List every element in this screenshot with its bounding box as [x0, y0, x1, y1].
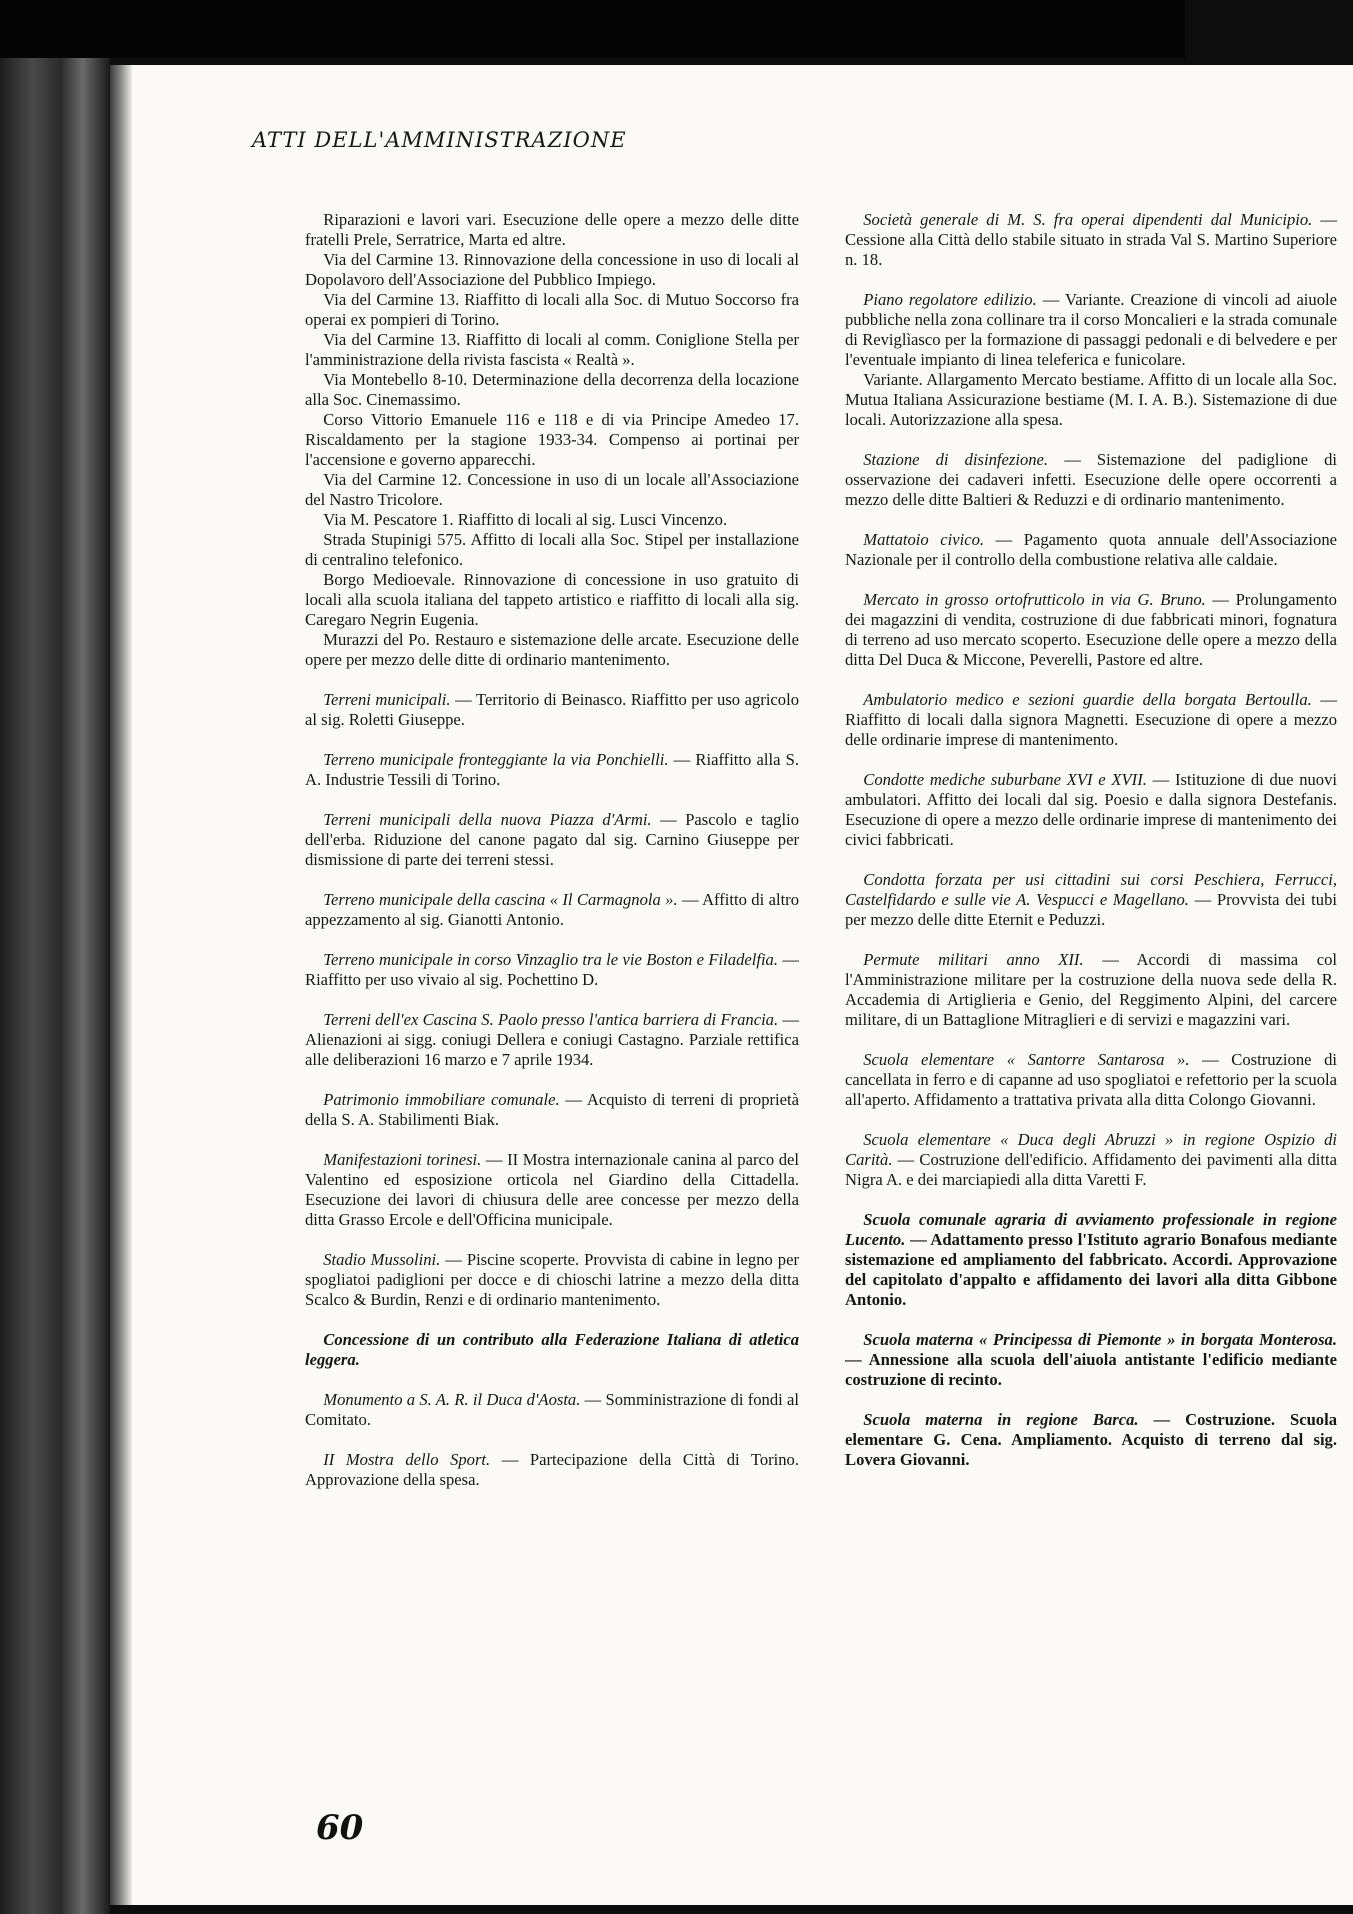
entry-body: — Istituzione di due nuovi ambulatori. Affitto dei locali dal sig. Poesio e dalla signora Destefanis. Esecuzione di opere a mezzo delle ordinarie imprese di mantenimento dei civici fabbricati. [845, 770, 1337, 849]
right-column [845, 210, 1337, 1490]
entry-heading: Scuola elementare « Santorre Santarosa ». [863, 1050, 1190, 1069]
paragraph: Borgo Medioevale. Rinnovazione di concessione in uso gratuito di locali alla scuola italiana del tappeto artistico e riaffitto di locali alla sig. Caregaro Negrin Eugenia. [305, 570, 799, 629]
entry [845, 1410, 1337, 1470]
entry [845, 450, 1337, 510]
entry [305, 690, 799, 730]
entry-body: — Adattamento presso l'Istituto agrario Bonafous mediante sistemazione ed ampliamento del fabbricato. Accordi. Approvazione del capitolato d'appalto e affidamento dei lavori alla ditta Gibbone Antonio. [845, 1230, 1337, 1309]
paragraph: Via del Carmine 12. Concessione in uso di un locale all'Associazione del Nastro Tricolore. [305, 470, 799, 509]
entry [845, 870, 1337, 930]
entry-heading: Permute militari anno XII. [863, 950, 1084, 969]
entry [845, 290, 1337, 370]
entry-body: — Piscine scoperte. Provvista di cabine in legno per spogliatoi padiglioni per docce e di chioschi latrine a mezzo della ditta Scalco & Burdin, Renzi e di ordinario mantenimento. [305, 1250, 799, 1309]
entry-heading: Piano regolatore edilizio. [863, 290, 1037, 309]
entry-body: — II Mostra internazionale canina al parco del Valentino ed esposizione orticola nel Giardino della Cittadella. Esecuzione dei lavori di chiusura delle aree concesse per mezzo della ditta Grasso Ercole e dell'Officina municipale. [305, 1150, 799, 1229]
entry-body: — Cessione alla Città dello stabile situato in strada Val S. Martino Superiore n. 18. [845, 210, 1337, 269]
entry-body: — Provvista dei tubi per mezzo delle ditte Eternit e Peduzzi. [845, 890, 1337, 929]
entry-heading: Stazione di disinfezione. [863, 450, 1049, 469]
entry-body: — Prolungamento dei magazzini di vendita, costruzione di due fabbricati minori, fognatura di terreno ad uso mercato scoperto. Esecuzione delle opere a mezzo della ditta Del Duca & Miccone, Peverelli, Pastore ed altre. [845, 590, 1337, 669]
entry-body: — Partecipazione della Città di Torino. Approvazione della spesa. [305, 1450, 800, 1489]
paragraph: Murazzi del Po. Restauro e sistemazione delle arcate. Esecuzione delle opere per mezzo delle ditte di ordinario mantenimento. [305, 630, 799, 669]
entry-heading: Scuola comunale agraria di avviamento professionale in regione Lucento. [845, 1210, 1337, 1249]
entry-body: — Affitto di altro appezzamento al sig. Gianotti Antonio. [305, 890, 800, 929]
entry-heading: Stadio Mussolini. [323, 1250, 441, 1269]
scan-left-edge [0, 0, 110, 1914]
running-head: ATTI DELL'AMMINISTRAZIONE [252, 128, 627, 152]
entry-heading: Condotta forzata per usi cittadini sui corsi Peschiera, Ferrucci, Castelfidardo e sulle vie A. Vespucci e Magellano. [845, 870, 1337, 909]
entry-heading: Mattatoio civico. [863, 530, 985, 549]
entry-body: — Pascolo e taglio dell'erba. Riduzione del canone pagato dal sig. Carnino Giuseppe per dismissione di parte dei terreni stessi. [305, 810, 800, 869]
entry [845, 1330, 1337, 1390]
entry-body: — Pagamento quota annuale dell'Associazione Nazionale per il controllo della combustione relativa alle caldaie. [845, 530, 1337, 569]
page-number: 60 [316, 1808, 364, 1848]
entry-heading: Terreni municipali. [323, 690, 451, 709]
paragraph: Via Montebello 8-10. Determinazione della decorrenza della locazione alla Soc. Cinemassimo. [305, 370, 799, 409]
entry-heading: Terreno municipale fronteggiante la via Ponchielli. [323, 750, 669, 769]
entry-body: — Acquisto di terreni di proprietà della S. A. Stabilimenti Biak. [305, 1090, 799, 1129]
entry-body: — Variante. Creazione di vincoli ad aiuole pubbliche nella zona collinare tra il corso Moncalieri e la strada comunale di Reviglìasco per la formazione di passaggi pedonali e di belvedere e per l'eventuale impianto di linea teleferica e funicolare. [845, 290, 1337, 369]
entry-heading: Terreni municipali della nuova Piazza d'Armi. [323, 810, 652, 829]
paragraph: Via del Carmine 13. Riaffitto di locali al comm. Coniglione Stella per l'amministrazione della rivista fascista « Realtà ». [305, 330, 799, 369]
entry-heading: Condotte mediche suburbane XVI e XVII. [863, 770, 1147, 789]
entry [305, 1390, 799, 1430]
entry-body: — Alienazioni ai sigg. coniugi Dellera e coniugi Castagno. Parziale rettifica alle deliberazioni 16 marzo e 7 aprile 1934. [305, 1010, 799, 1069]
entry [845, 770, 1337, 850]
entry [845, 950, 1337, 1030]
paragraph: Via del Carmine 13. Riaffitto di locali alla Soc. di Mutuo Soccorso fra operai ex pompieri di Torino. [305, 290, 799, 329]
entry [845, 1050, 1337, 1110]
entry [845, 210, 1337, 270]
entry [305, 1010, 799, 1070]
entry-heading: Mercato in grosso ortofrutticolo in via G. Bruno. [863, 590, 1206, 609]
entry-heading: Società generale di M. S. fra operai dipendenti dal Municipio. [863, 210, 1313, 229]
paragraph: Riparazioni e lavori vari. Esecuzione delle opere a mezzo delle ditte fratelli Prele, Serratrice, Marta ed altre. [305, 210, 799, 249]
entry-heading: Scuola materna in regione Barca. [863, 1410, 1139, 1429]
entry-heading: Terreno municipale della cascina « Il Carmagnola ». [323, 890, 678, 909]
entry [845, 1210, 1337, 1310]
entry-heading: Concessione di un contributo alla Federazione Italiana di atletica leggera. [305, 1330, 799, 1369]
entry [305, 1090, 799, 1130]
paragraph: Strada Stupinigi 575. Affitto di locali alla Soc. Stipel per installazione di centralino telefonico. [305, 530, 799, 569]
entry [305, 810, 799, 870]
entry [305, 1150, 799, 1230]
entry-heading: Patrimonio immobiliare comunale. [323, 1090, 560, 1109]
entry [845, 1130, 1337, 1190]
entry [305, 950, 799, 990]
entry-body: — Sistemazione del padiglione di osservazione dei cadaveri infetti. Esecuzione delle opere occorrenti a mezzo delle ditte Baltieri & Reduzzi e di ordinario mantenimento. [845, 450, 1338, 509]
entry-heading: II Mostra dello Sport. [323, 1450, 491, 1469]
scan-top-edge [0, 0, 1185, 58]
entry-body: — Annessione alla scuola dell'aiuola antistante l'edificio mediante costruzione di recinto. [845, 1350, 1337, 1389]
entry-heading: Manifestazioni torinesi. [323, 1150, 482, 1169]
paragraph: Via del Carmine 13. Rinnovazione della concessione in uso di locali al Dopolavoro dell'Associazione del Pubblico Impiego. [305, 250, 799, 289]
paragraph: Variante. Allargamento Mercato bestiame. Affitto di un locale alla Soc. Mutua Italiana Assicurazione bestiame (M. I. A. B.). Sistemazione di due locali. Autorizzazione alla spesa. [845, 370, 1337, 429]
entry [305, 1330, 799, 1370]
entry [305, 890, 799, 930]
entry-heading: Scuola elementare « Duca degli Abruzzi » in regione Ospizio di Carità. [845, 1130, 1337, 1169]
entry-heading: Terreno municipale in corso Vinzaglio tra le vie Boston e Filadelfia. [323, 950, 779, 969]
entry [845, 690, 1337, 750]
entry-body: — Riaffitto per uso vivaio al sig. Pochettino D. [305, 950, 799, 989]
entry-body: — Accordi di massima col l'Amministrazione militare per la costruzione della nuova sede della R. Accademia di Artiglieria e Genio, del Reggimento Alpini, del carcere militare, di un Battaglione Mitraglieri e di servizi e magazzini vari. [845, 950, 1337, 1029]
entry-body: — Riaffitto alla S. A. Industrie Tessili di Torino. [305, 750, 799, 789]
entry [305, 1450, 799, 1490]
entry-body: — Costruzione di cancellata in ferro e di capanne ad uso spogliatoi e refettorio per la scuola all'aperto. Affidamento a trattativa privata alla ditta Colongo Giovanni. [845, 1050, 1337, 1109]
entry-body: — Costruzione. Scuola elementare G. Cena. Ampliamento. Acquisto di terreno dal sig. Lovera Giovanni. [845, 1410, 1338, 1469]
left-column [305, 210, 799, 1510]
entry-body: — Territorio di Beinasco. Riaffitto per uso agricolo al sig. Roletti Giuseppe. [305, 690, 799, 729]
entry-body: — Somministrazione di fondi al Comitato. [305, 1390, 799, 1429]
entry [305, 1250, 799, 1310]
entry [845, 530, 1337, 570]
entry-heading: Monumento a S. A. R. il Duca d'Aosta. [323, 1390, 581, 1409]
entry [845, 590, 1337, 670]
entry-heading: Ambulatorio medico e sezioni guardie della borgata Bertoulla. [863, 690, 1312, 709]
paragraph: Corso Vittorio Emanuele 116 e 118 e di via Principe Amedeo 17. Riscaldamento per la stagione 1933-34. Compenso ai portinai per l'accensione e governo apparecchi. [305, 410, 799, 469]
paragraph: Via M. Pescatore 1. Riaffitto di locali al sig. Lusci Vincenzo. [323, 510, 728, 529]
entry-body: — Costruzione dell'edificio. Affidamento dei pavimenti alla ditta Nigra A. e dei marciapiedi alla ditta Varetti F. [845, 1150, 1337, 1189]
entry-heading: Scuola materna « Principessa di Piemonte » in borgata Monterosa. [863, 1330, 1337, 1349]
entry-heading: Terreni dell'ex Cascina S. Paolo presso l'antica barriera di Francia. [323, 1010, 779, 1029]
entry-body: — Riaffitto di locali dalla signora Magnetti. Esecuzione di opere a mezzo delle ordinarie imprese di mantenimento. [845, 690, 1337, 749]
entry [305, 750, 799, 790]
